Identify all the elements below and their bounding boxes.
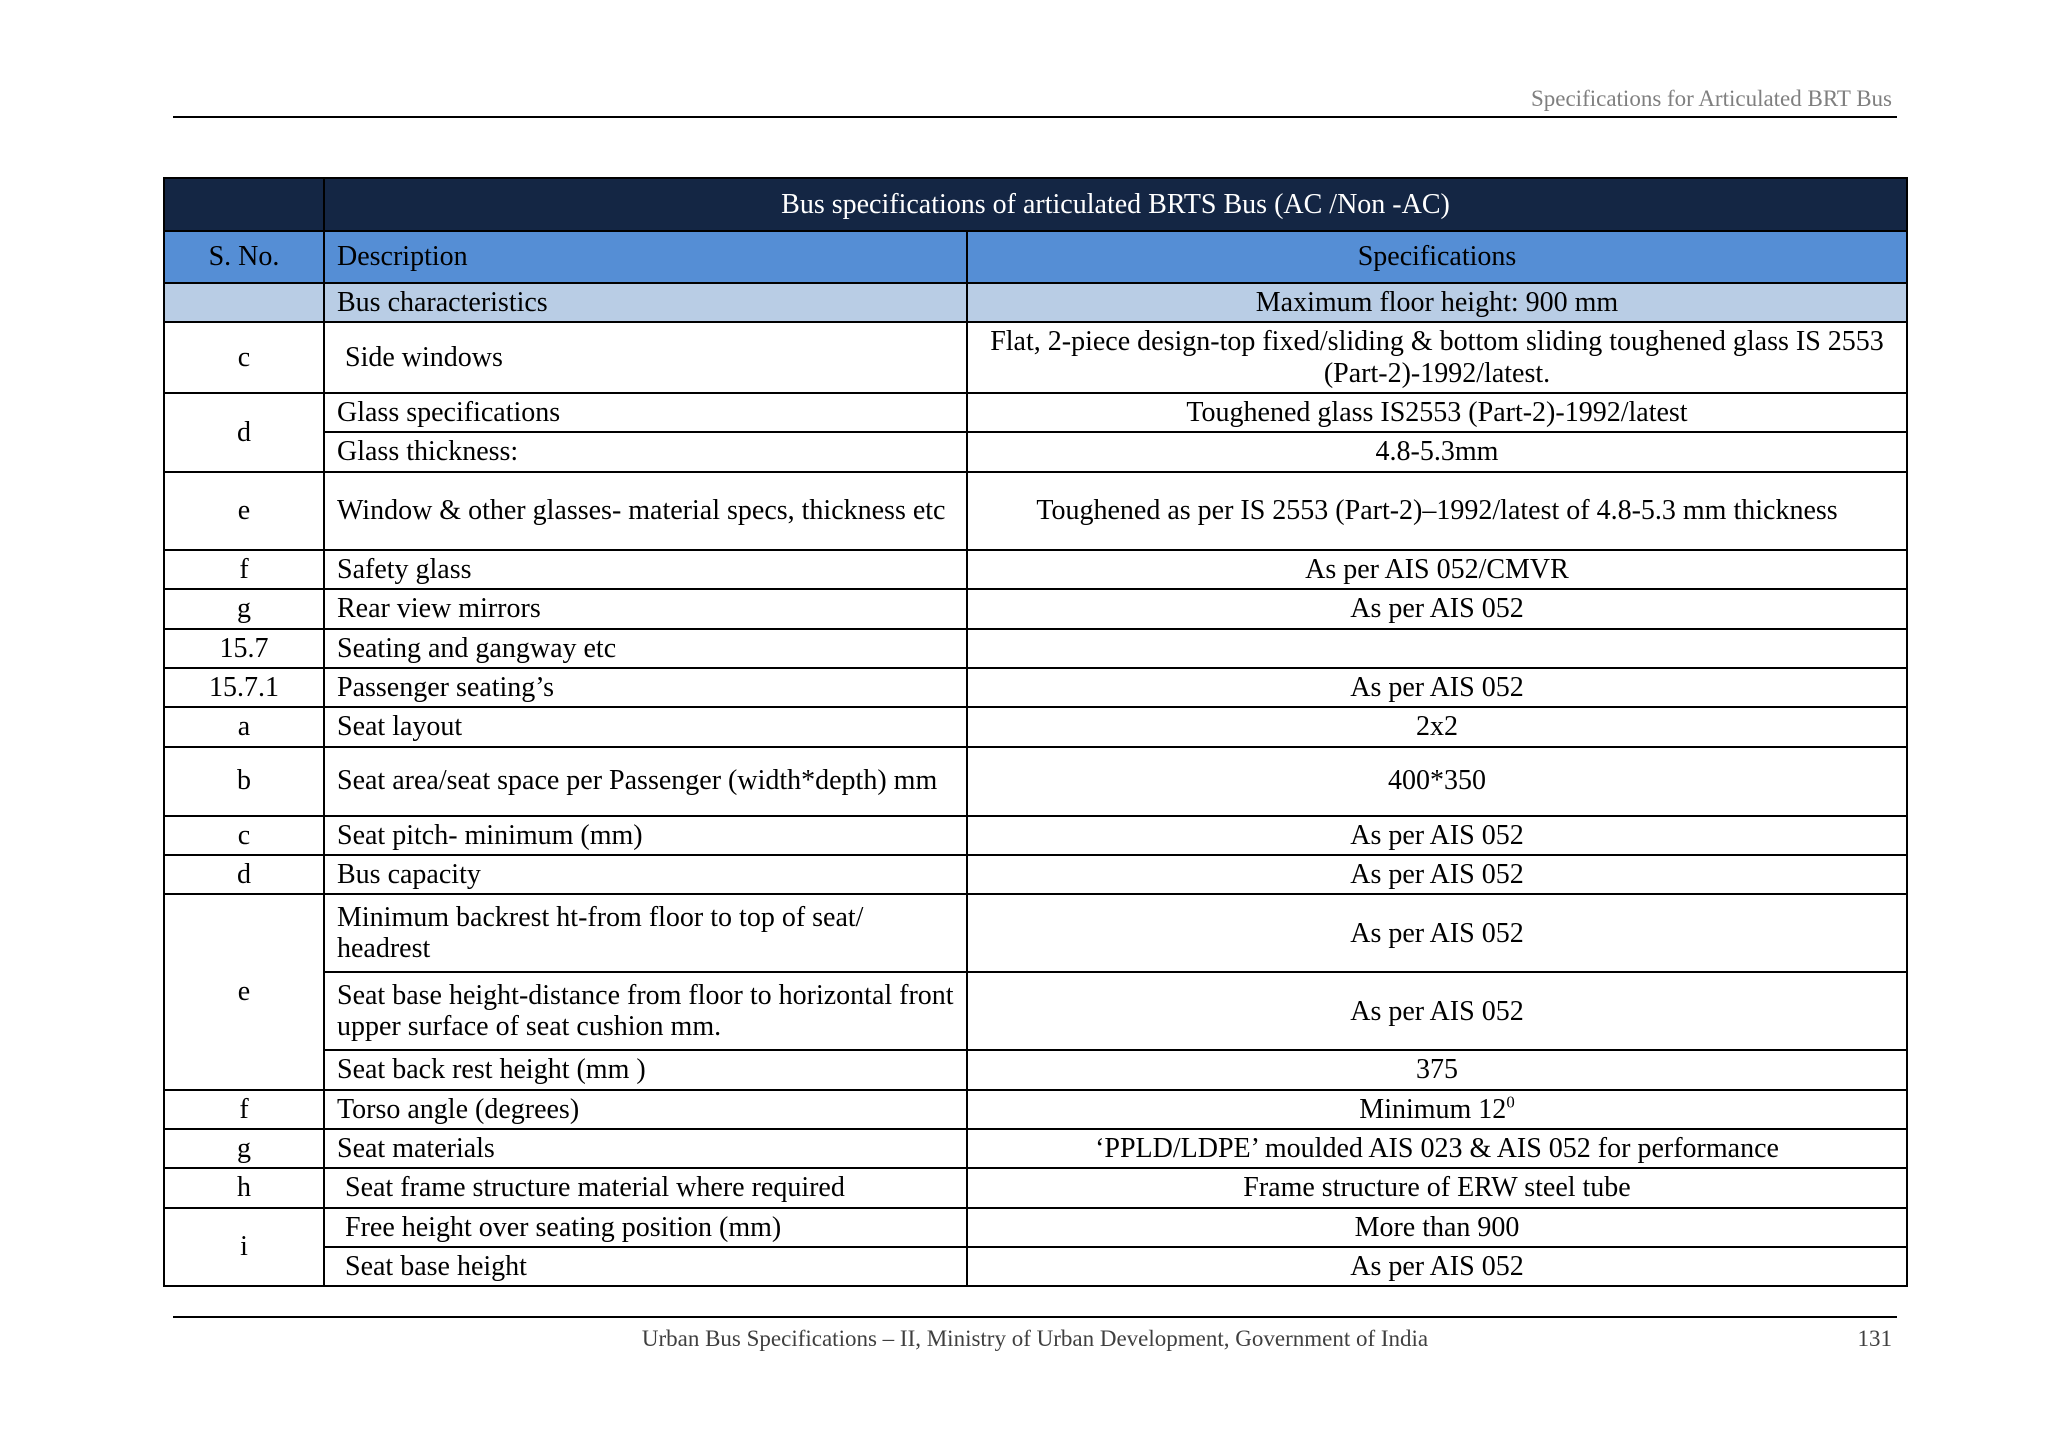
- spec-cell: As per AIS 052: [967, 894, 1907, 972]
- table-row: [164, 855, 1907, 894]
- page-header: [173, 86, 1897, 118]
- table-row: [164, 550, 1907, 589]
- table-row: [164, 1050, 1907, 1089]
- sno-cell: c: [164, 322, 324, 393]
- description-cell: Torso angle (degrees): [324, 1090, 967, 1129]
- page-number: 131: [1857, 1326, 1892, 1351]
- table-title: Bus specifications of articulated BRTS Bus (AC /Non -AC): [324, 178, 1907, 231]
- sno-cell: 15.7.1: [164, 668, 324, 707]
- description-cell: Free height over seating position (mm): [324, 1208, 967, 1247]
- table-row: [164, 816, 1907, 855]
- sno-cell: c: [164, 816, 324, 855]
- description-cell: Seat base height-distance from floor to horizontal front upper surface of seat cushion mm.: [324, 972, 967, 1050]
- sno-cell: h: [164, 1168, 324, 1207]
- sno-cell: i: [164, 1208, 324, 1287]
- spec-cell: As per AIS 052/CMVR: [967, 550, 1907, 589]
- spec-cell: Toughened as per IS 2553 (Part-2)–1992/latest of 4.8-5.3 mm thickness: [967, 472, 1907, 550]
- header-title: Specifications for Articulated BRT Bus: [1530, 86, 1892, 111]
- column-header-row: [164, 231, 1907, 283]
- spec-cell: As per AIS 052: [967, 1247, 1907, 1286]
- table-row: [164, 1168, 1907, 1207]
- sno-cell: g: [164, 1129, 324, 1168]
- table-row: [164, 894, 1907, 972]
- description-cell: Glass thickness:: [324, 432, 967, 471]
- table-row: [164, 322, 1907, 393]
- sno-cell: d: [164, 855, 324, 894]
- sno-cell: b: [164, 747, 324, 816]
- spec-cell: 375: [967, 1050, 1907, 1089]
- sno-cell: e: [164, 894, 324, 1089]
- spec-cell: 4.8-5.3mm: [967, 432, 1907, 471]
- specifications-table: [163, 177, 1908, 1287]
- spec-text: Minimum 12: [1359, 1093, 1507, 1125]
- spec-cell: [967, 629, 1907, 668]
- spec-cell: As per AIS 052: [967, 816, 1907, 855]
- col-header-sno: S. No.: [164, 231, 324, 283]
- description-cell: Bus characteristics: [324, 283, 967, 322]
- description-cell: Seat materials: [324, 1129, 967, 1168]
- spec-cell: Flat, 2-piece design-top fixed/sliding & bottom sliding toughened glass IS 2553 (Part-2)-1992/latest.: [967, 322, 1907, 393]
- degree-superscript: 0: [1506, 1092, 1515, 1112]
- description-cell: Seat base height: [324, 1247, 967, 1286]
- description-cell: Passenger seating’s: [324, 668, 967, 707]
- sno-cell: f: [164, 550, 324, 589]
- page-footer: [173, 1316, 1897, 1358]
- spec-cell: As per AIS 052: [967, 855, 1907, 894]
- spec-cell: Maximum floor height: 900 mm: [967, 283, 1907, 322]
- description-cell: Minimum backrest ht-from floor to top of seat/ headrest: [324, 894, 967, 972]
- sno-cell: e: [164, 472, 324, 550]
- description-cell: Seating and gangway etc: [324, 629, 967, 668]
- spec-cell: 400*350: [967, 747, 1907, 816]
- spec-cell: [967, 1090, 1907, 1129]
- table-row: [164, 1247, 1907, 1286]
- col-header-description: Description: [324, 231, 967, 283]
- table-row: [164, 1129, 1907, 1168]
- description-cell: Glass specifications: [324, 393, 967, 432]
- description-cell: Window & other glasses- material specs, thickness etc: [324, 472, 967, 550]
- spec-cell: As per AIS 052: [967, 668, 1907, 707]
- sno-cell: f: [164, 1090, 324, 1129]
- spec-cell: As per AIS 052: [967, 972, 1907, 1050]
- spec-cell: 2x2: [967, 707, 1907, 746]
- table-row: [164, 629, 1907, 668]
- sno-cell: [164, 283, 324, 322]
- section-row-bus-characteristics: [164, 283, 1907, 322]
- table-row: [164, 1208, 1907, 1247]
- spec-cell: More than 900: [967, 1208, 1907, 1247]
- table-row: [164, 472, 1907, 550]
- spec-cell: As per AIS 052: [967, 589, 1907, 628]
- sno-cell: g: [164, 589, 324, 628]
- description-cell: Seat frame structure material where required: [324, 1168, 967, 1207]
- table-row: [164, 747, 1907, 816]
- table-row: [164, 1090, 1907, 1129]
- description-cell: Bus capacity: [324, 855, 967, 894]
- description-cell: Side windows: [324, 322, 967, 393]
- table-row: [164, 589, 1907, 628]
- table-title-row: [164, 178, 1907, 231]
- col-header-specifications: Specifications: [967, 231, 1907, 283]
- sno-cell: d: [164, 393, 324, 472]
- table-row: [164, 972, 1907, 1050]
- table-row: [164, 393, 1907, 432]
- description-cell: Rear view mirrors: [324, 589, 967, 628]
- description-cell: Seat area/seat space per Passenger (width*depth) mm: [324, 747, 967, 816]
- description-cell: Seat pitch- minimum (mm): [324, 816, 967, 855]
- description-cell: Seat back rest height (mm ): [324, 1050, 967, 1089]
- sno-cell: 15.7: [164, 629, 324, 668]
- title-blank-cell: [164, 178, 324, 231]
- table-row: [164, 707, 1907, 746]
- spec-cell: ‘PPLD/LDPE’ moulded AIS 023 & AIS 052 for performance: [967, 1129, 1907, 1168]
- footer-text: Urban Bus Specifications – II, Ministry of Urban Development, Government of India: [641, 1326, 1429, 1351]
- table-row: [164, 432, 1907, 471]
- description-cell: Safety glass: [324, 550, 967, 589]
- table-row: [164, 668, 1907, 707]
- spec-cell: Toughened glass IS2553 (Part-2)-1992/latest: [967, 393, 1907, 432]
- sno-cell: a: [164, 707, 324, 746]
- spec-cell: Frame structure of ERW steel tube: [967, 1168, 1907, 1207]
- description-cell: Seat layout: [324, 707, 967, 746]
